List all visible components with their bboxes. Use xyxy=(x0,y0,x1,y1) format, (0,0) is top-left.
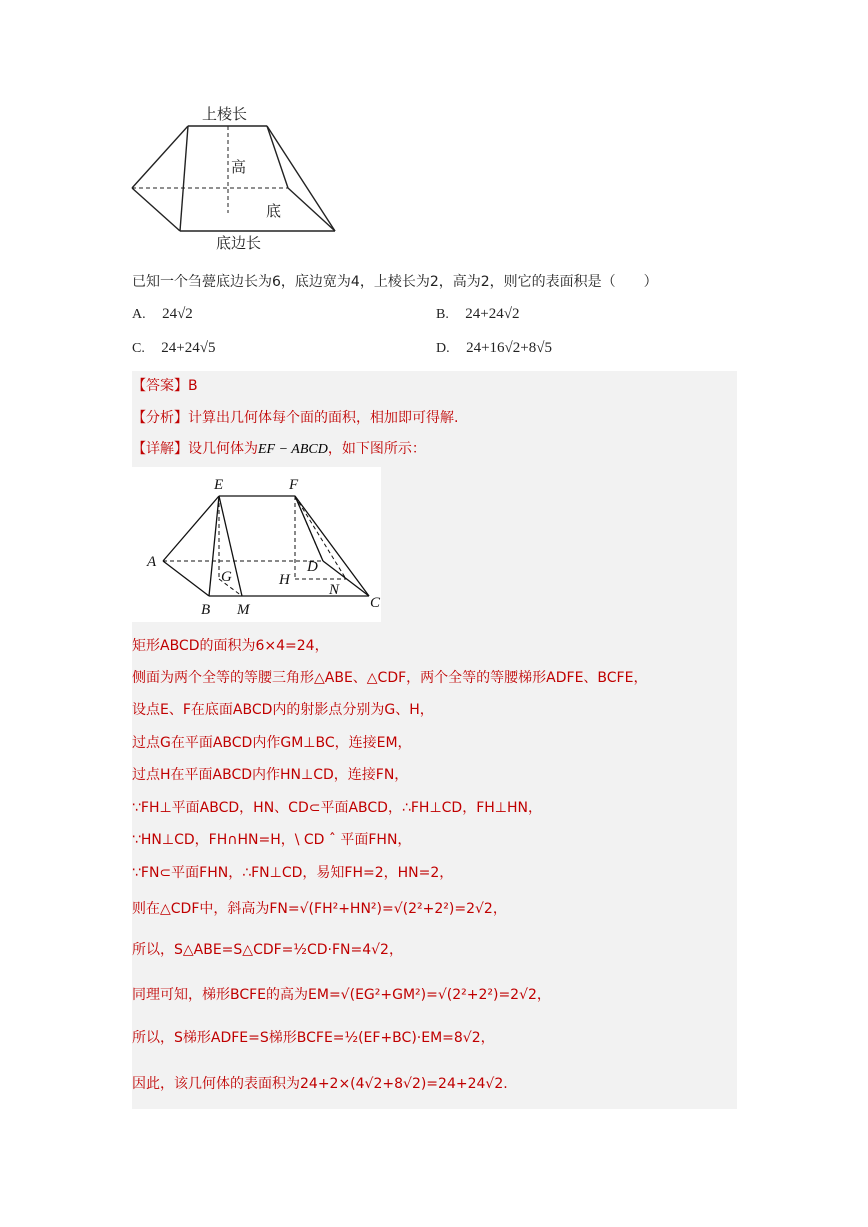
detail-tail: ，如下图所示： xyxy=(327,441,426,457)
choice-a-label: A. xyxy=(132,307,146,322)
solution-line-2: 侧面为两个全等的等腰三角形△ABE、△CDF，两个全等的等腰梯形ADFE、BCFE， xyxy=(132,670,648,686)
point-h-label: H xyxy=(279,572,290,588)
choice-d-label: D. xyxy=(436,341,450,356)
point-g-label: G xyxy=(221,569,232,585)
solution-line-13: 因此，该几何体的表面积为24+2×(4√2+8√2)=24+24√2. xyxy=(132,1076,508,1092)
solution-line-7: ∵HN⊥CD，FH∩HN=H，\ CD ˆ 平面FHN， xyxy=(132,832,412,848)
solution-line-3: 设点E、F在底面ABCD内的射影点分别为G、H， xyxy=(132,702,434,718)
point-a-label: A xyxy=(147,554,157,570)
point-m-label: M xyxy=(237,602,250,618)
choice-c[interactable] xyxy=(132,340,216,357)
point-e-label: E xyxy=(214,477,224,493)
label-top-edge: 上棱长 xyxy=(202,105,248,123)
analysis-line: 【分析】计算出几何体每个面的面积，相加即可得解. xyxy=(132,410,459,426)
solution-line-9: 则在△CDF中，斜高为FN=√(FH²+HN²)=√(2²+2²)=2√2， xyxy=(132,901,507,917)
choice-c-value: 24+24√5 xyxy=(161,340,216,356)
point-b-label: B xyxy=(201,602,211,618)
question-text: 已知一个刍甍底边长为6，底边宽为4，上棱长为2，高为2，则它的表面积是（ ） xyxy=(132,274,658,290)
choice-d-value: 24+16√2+8√5 xyxy=(466,340,552,356)
label-bottom-edge: 底边长 xyxy=(216,234,262,252)
solution-panel xyxy=(132,371,737,1109)
choice-c-label: C. xyxy=(132,341,145,356)
label-base: 底 xyxy=(266,202,282,220)
answer-line: 【答案】B xyxy=(132,378,198,394)
solution-line-10: 所以，S△ABE=S△CDF=½CD·FN=4√2， xyxy=(132,942,403,958)
solution-line-8: ∵FN⊂平面FHN，∴FN⊥CD，易知FH=2，HN=2， xyxy=(132,865,454,881)
figure-chumeng-sketch xyxy=(125,98,355,258)
point-c-label: C xyxy=(370,595,381,611)
choice-b[interactable] xyxy=(436,306,520,323)
solution-line-6: ∵FH⊥平面ABCD，HN、CD⊂平面ABCD，∴FH⊥CD，FH⊥HN， xyxy=(132,800,542,816)
solution-line-11: 同理可知，梯形BCFE的高为EM=√(EG²+GM²)=√(2²+2²)=2√2， xyxy=(132,987,551,1003)
solution-line-12: 所以，S梯形ADFE=S梯形BCFE=½(EF+BC)·EM=8√2， xyxy=(132,1030,495,1046)
choice-d[interactable] xyxy=(436,340,552,357)
choice-b-value: 24+24√2 xyxy=(465,306,520,322)
label-height: 高 xyxy=(231,158,247,176)
point-f-label: F xyxy=(289,477,299,493)
solution-line-4: 过点G在平面ABCD内作GM⊥BC，连接EM， xyxy=(132,735,412,751)
detail-intro-line xyxy=(132,438,426,458)
solution-line-1: 矩形ABCD的面积为6×4=24， xyxy=(132,638,329,654)
choice-a[interactable] xyxy=(132,306,193,323)
figure-ef-abcd xyxy=(132,467,381,622)
solution-line-5: 过点H在平面ABCD内作HN⊥CD，连接FN， xyxy=(132,767,409,783)
detail-intro: 【详解】设几何体为 xyxy=(132,441,258,457)
point-n-label: N xyxy=(329,582,340,598)
choice-a-value: 24√2 xyxy=(162,306,193,322)
point-d-label: D xyxy=(307,559,318,575)
choice-b-label: B. xyxy=(436,307,449,322)
detail-expr: EF − ABCD xyxy=(258,442,328,457)
